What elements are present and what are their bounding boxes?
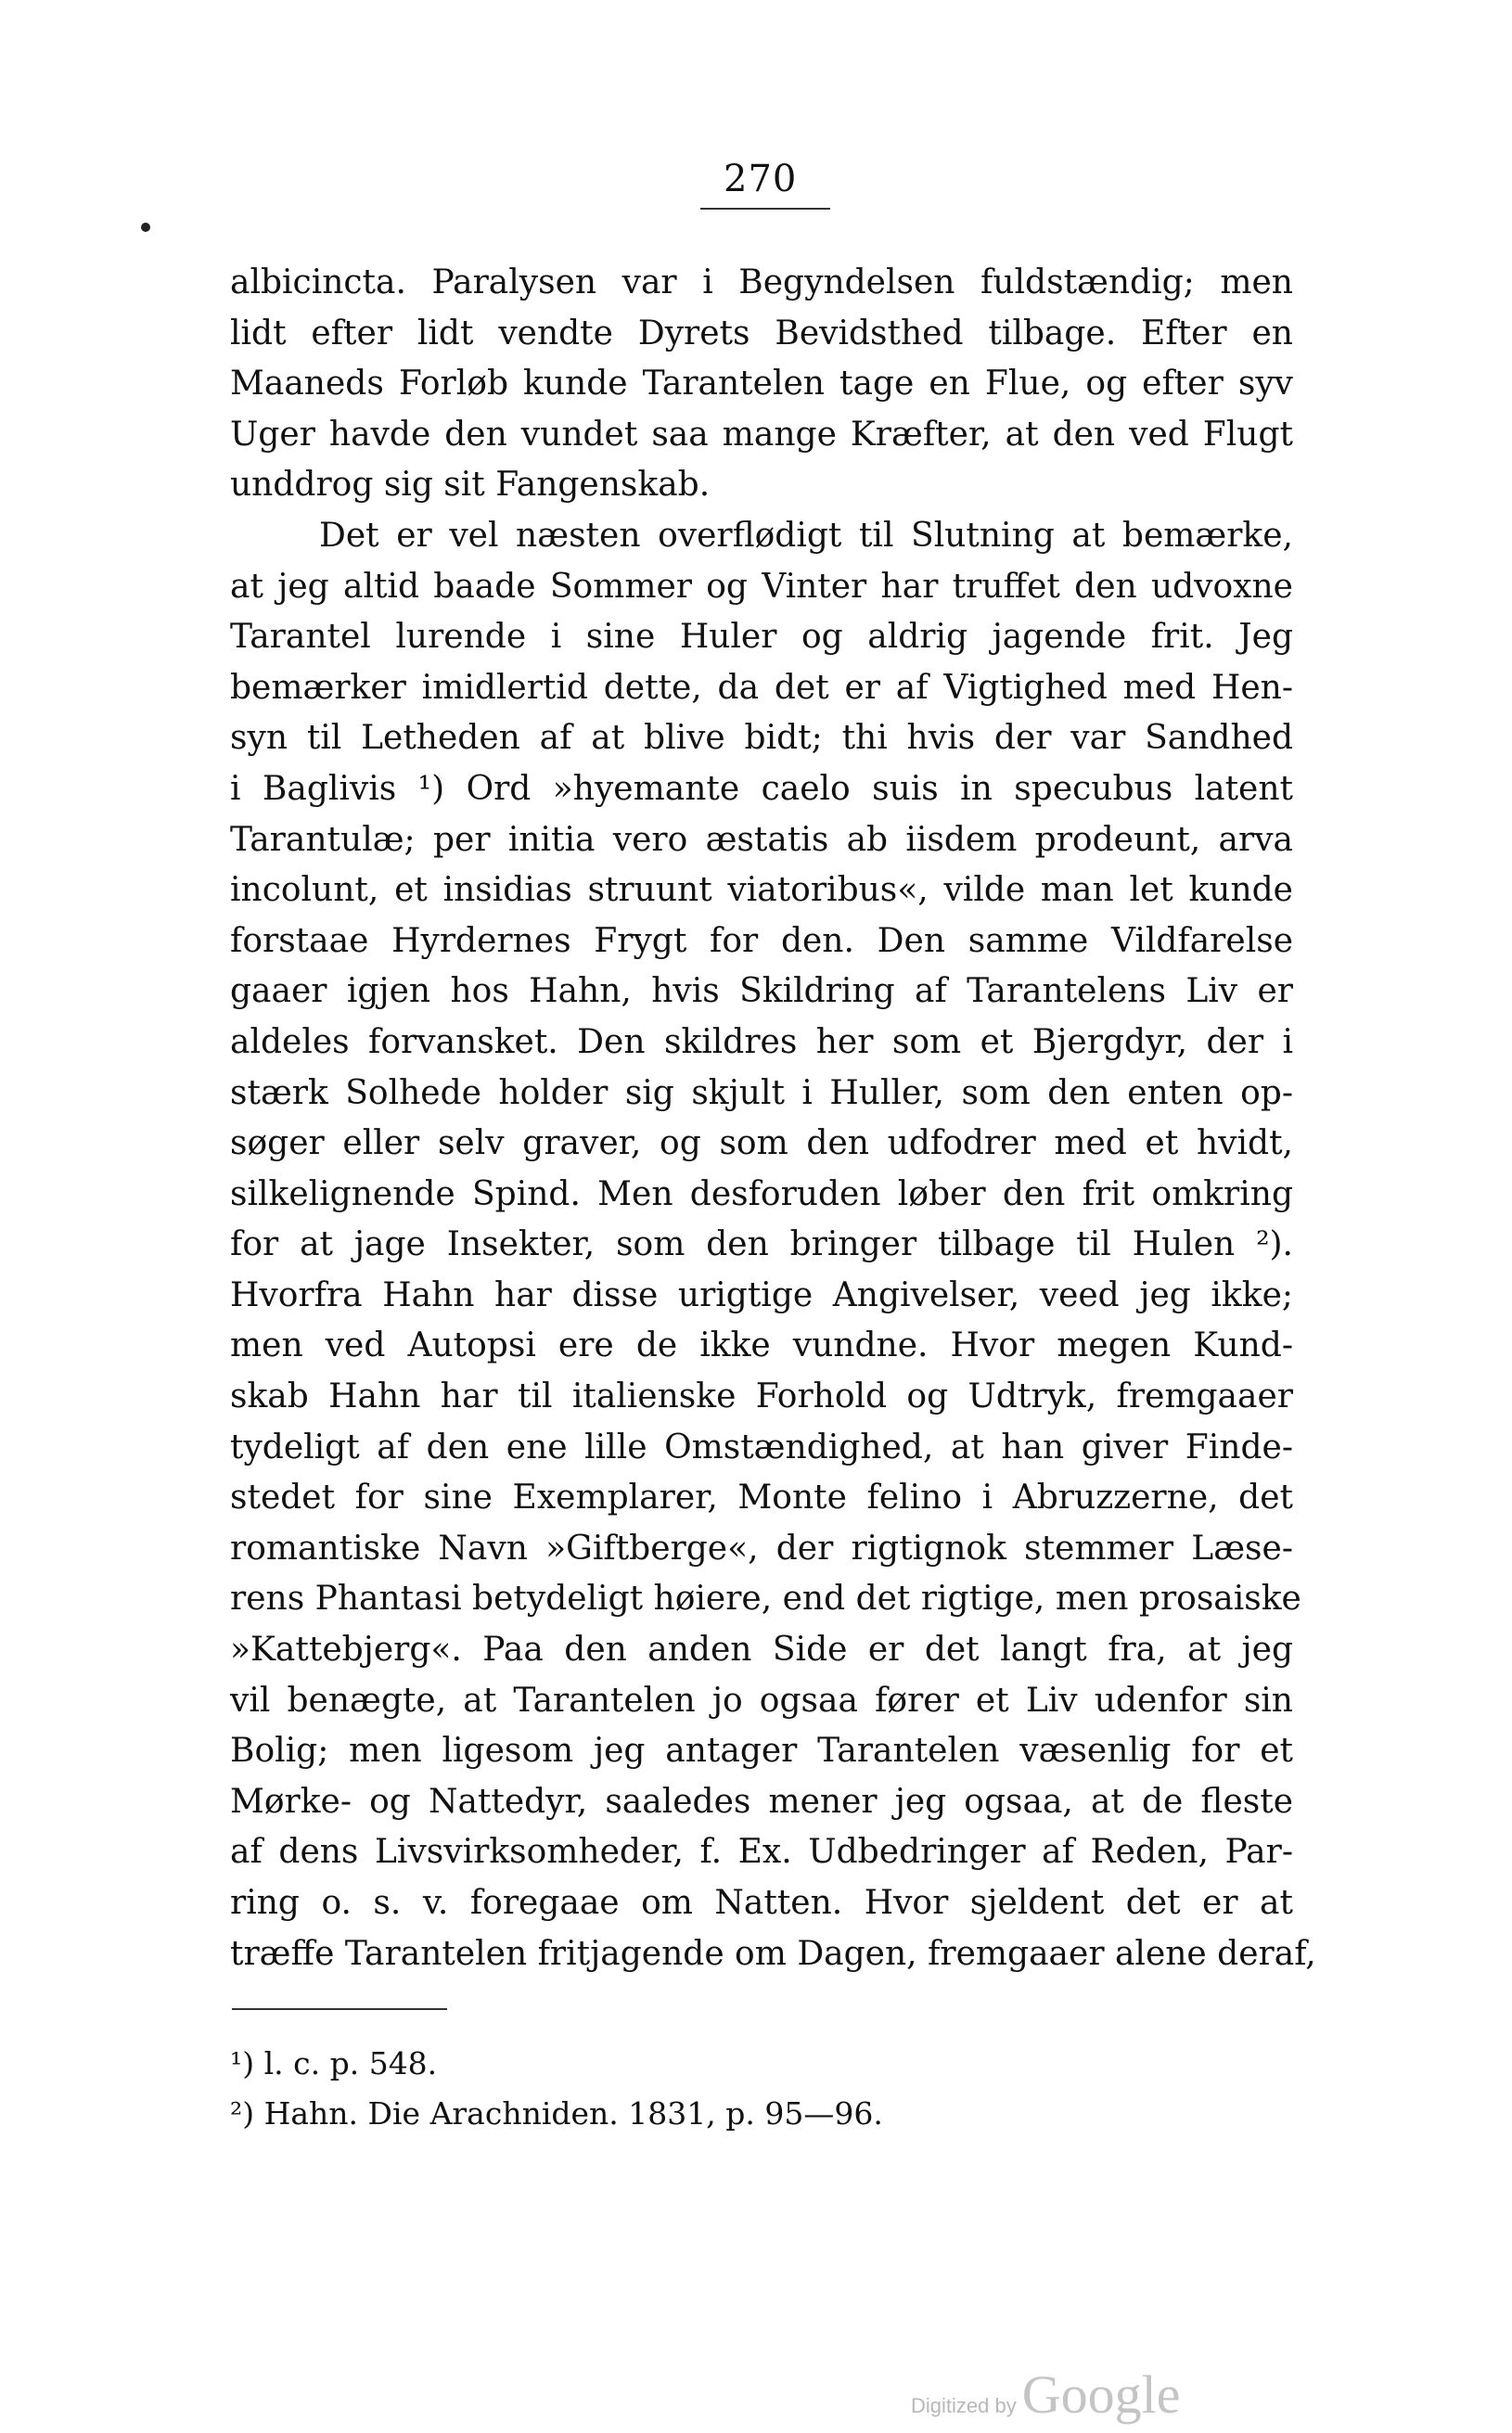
text-line: ring o. s. v. foregaae om Natten. Hvor sjeldent det er at xyxy=(230,1884,1293,1922)
text-line: lidt efter lidt vendte Dyrets Bevidsthed tilbage. Efter en xyxy=(230,314,1293,352)
text-line: Mørke- og Nattedyr, saaledes mener jeg ogsaa, at de fleste xyxy=(230,1782,1293,1821)
watermark-brand-logo: Google xyxy=(1021,2364,1181,2425)
text-line: træffe Tarantelen fritjagende om Dagen, fremgaaer alene deraf, xyxy=(230,1934,1316,1973)
text-line: syn til Letheden af at blive bidt; thi hvis der var Sandhed xyxy=(230,719,1293,758)
text-line: Maaneds Forløb kunde Tarantelen tage en Flue, og efter syv xyxy=(230,365,1293,403)
text-line: gaaer igjen hos Hahn, hvis Skildring af Tarantelens Liv er xyxy=(230,972,1293,1011)
watermark-prefix: Digitized by xyxy=(911,2394,1017,2417)
text-line: Tarantel lurende i sine Huler og aldrig jagende frit. Jeg xyxy=(230,618,1293,657)
text-line: albicincta. Paralysen var i Begyndelsen fuldstændig; men xyxy=(230,263,1293,301)
text-line: tydeligt af den ene lille Omstændighed, at han giver Finde- xyxy=(230,1428,1293,1466)
text-line: at jeg altid baade Sommer og Vinter har truffet den udvoxne xyxy=(230,567,1293,606)
text-line: for at jage Insekter, som den bringer tilbage til Hulen ²). xyxy=(230,1225,1293,1264)
text-line: romantiske Navn »Giftberge«, der rigtignok stemmer Læse- xyxy=(230,1529,1293,1568)
page-number-rule xyxy=(700,208,830,210)
digitized-watermark xyxy=(911,2363,1180,2426)
text-line: skab Hahn har til italienske Forhold og Udtryk, fremgaaer xyxy=(230,1377,1293,1416)
text-line: unddrog sig sit Fangenskab. xyxy=(230,466,711,505)
page-number: 270 xyxy=(724,158,798,200)
text-line: Uger havde den vundet saa mange Kræfter, at den ved Flugt xyxy=(230,415,1293,454)
footnote: ²) Hahn. Die Arachniden. 1831, p. 95—96. xyxy=(230,2095,883,2132)
footnote-separator xyxy=(232,2008,447,2010)
text-line: men ved Autopsi ere de ikke vundne. Hvor megen Kund- xyxy=(230,1326,1293,1365)
text-line: silkelignende Spind. Men desforuden løber den frit omkring xyxy=(230,1174,1293,1213)
text-line: Bolig; men ligesom jeg antager Tarantelen væsenlig for et xyxy=(230,1732,1293,1771)
text-line: Hvorfra Hahn har disse urigtige Angivelser, veed jeg ikke; xyxy=(230,1275,1293,1314)
footnote: ¹) l. c. p. 548. xyxy=(230,2045,438,2081)
text-line: bemærker imidlertid dette, da det er af Vigtighed med Hen- xyxy=(230,668,1293,707)
text-line: aldeles forvansket. Den skildres her som et Bjergdyr, der i xyxy=(230,1022,1293,1061)
text-line: incolunt, et insidias struunt viatoribus«, vilde man let kunde xyxy=(230,871,1293,910)
text-line: forstaae Hyrdernes Frygt for den. Den samme Vildfarelse xyxy=(230,921,1293,960)
margin-mark xyxy=(141,223,150,232)
text-line: Tarantulæ; per initia vero æstatis ab iisdem prodeunt, arva xyxy=(230,820,1293,859)
body-text xyxy=(230,258,1316,1979)
footnotes xyxy=(230,2039,883,2139)
text-line: søger eller selv graver, og som den udfodrer med et hvidt, xyxy=(230,1124,1293,1163)
text-line: »Kattebjerg«. Paa den anden Side er det langt fra, at jeg xyxy=(230,1631,1293,1670)
text-line: vil benægte, at Tarantelen jo ogsaa fører et Liv udenfor sin xyxy=(230,1681,1293,1720)
text-line: stedet for sine Exemplarer, Monte felino i Abruzzerne, det xyxy=(230,1479,1293,1517)
text-line: af dens Livsvirksomheder, f. Ex. Udbedringer af Reden, Par- xyxy=(230,1833,1293,1872)
text-line: i Baglivis ¹) Ord »hyemante caelo suis in specubus latent xyxy=(230,769,1293,808)
text-line: Det er vel næsten overflødigt til Slutning at bemærke, xyxy=(319,516,1293,555)
text-line: stærk Solhede holder sig skjult i Huller, som den enten op- xyxy=(230,1073,1293,1112)
text-line: rens Phantasi betydeligt høiere, end det rigtige, men prosaiske xyxy=(230,1580,1301,1619)
